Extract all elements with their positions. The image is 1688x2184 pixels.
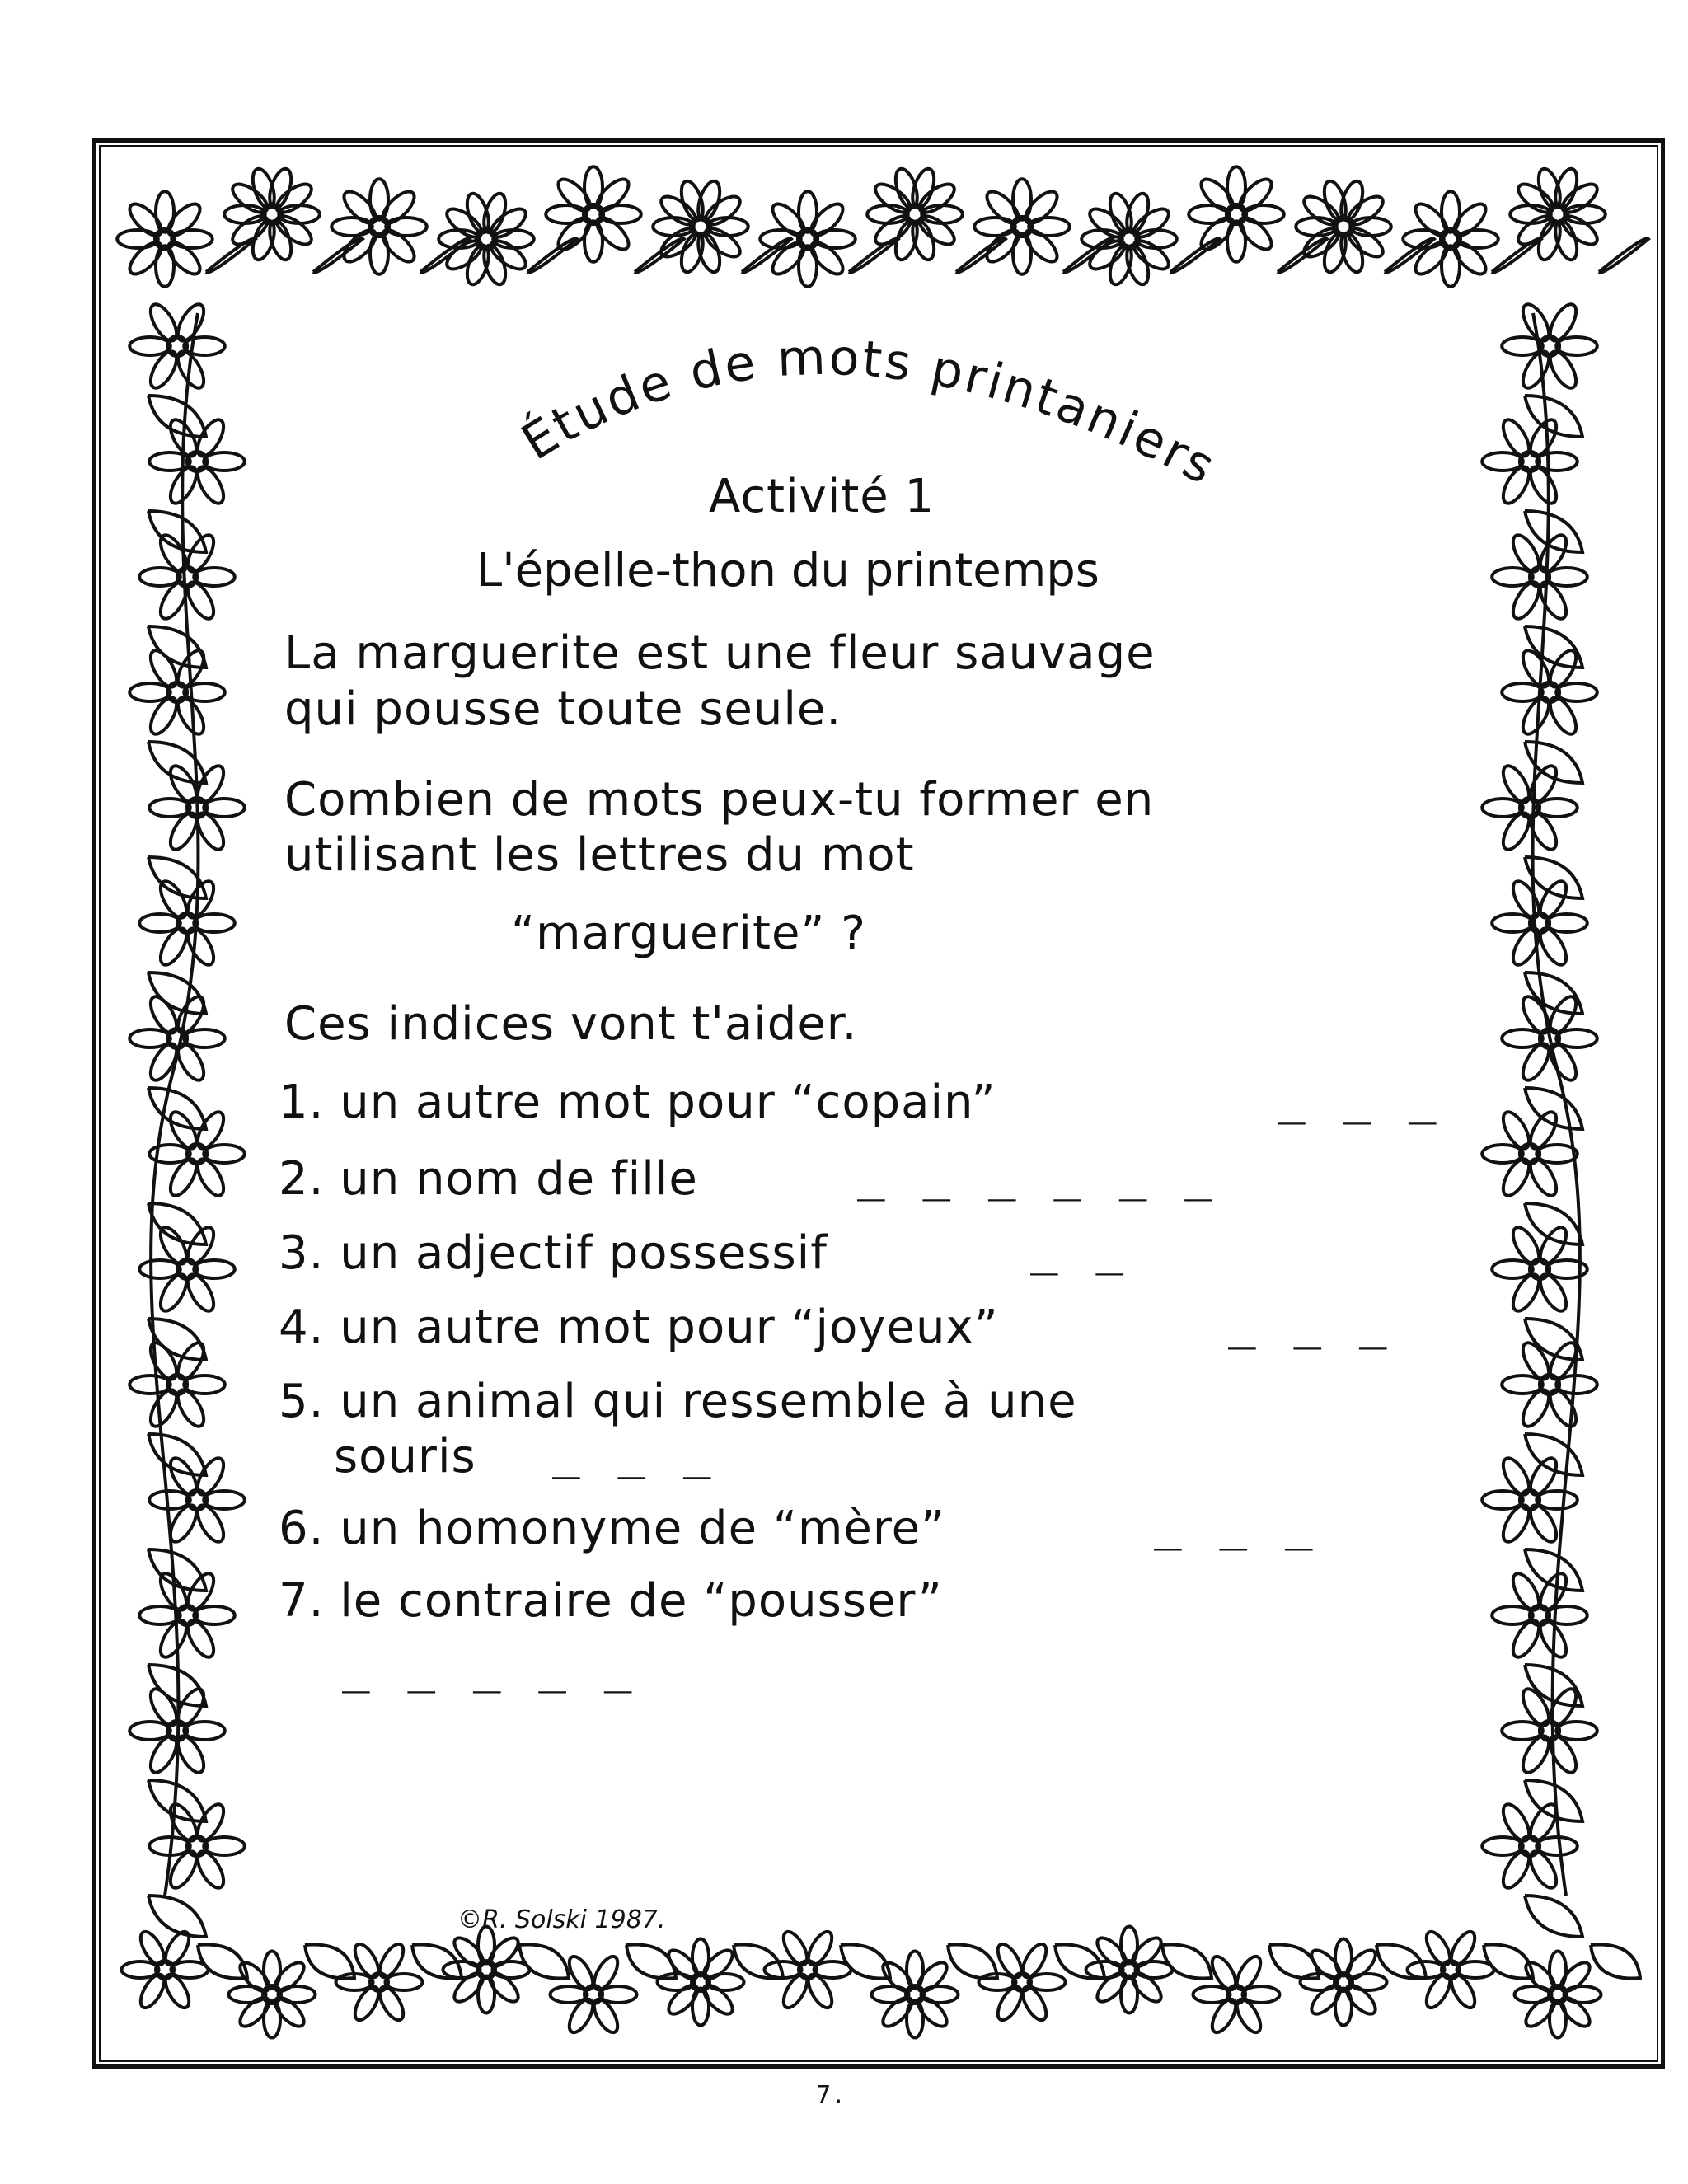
clue-3-blanks[interactable]: _ _ <box>1030 1222 1129 1276</box>
question-line-2: utilisant les lettres du mot <box>284 828 915 882</box>
clue-2: 2. un nom de fille <box>279 1152 698 1206</box>
clue-1-blanks[interactable]: _ _ _ <box>1278 1071 1442 1125</box>
page-number: 7. <box>816 2081 846 2110</box>
clue-5: 5. un animal qui ressemble à une <box>279 1375 1077 1428</box>
clue-7: 7. le contraire de “pousser” <box>279 1574 943 1628</box>
clue-4: 4. un autre mot pour “joyeux” <box>279 1301 999 1354</box>
copyright-notice: ©R. Solski 1987. <box>457 1905 666 1934</box>
page-title: Étude de mots printaniers <box>512 328 1226 497</box>
clue-3: 3. un adjectif possessif <box>279 1226 828 1280</box>
clue-5-line-2: souris <box>334 1430 476 1483</box>
activity-subtitle: L'épelle-thon du printemps <box>476 544 1100 598</box>
clue-2-blanks[interactable]: _ _ _ _ _ _ <box>857 1148 1217 1202</box>
question-word: “marguerite” ? <box>511 907 866 960</box>
activity-heading: Activité 1 <box>709 470 935 523</box>
clue-6-blanks[interactable]: _ _ _ <box>1154 1497 1318 1551</box>
clue-7-blanks[interactable]: _ _ _ _ _ <box>342 1640 637 1694</box>
question-line-1: Combien de mots peux-tu former en <box>284 773 1155 827</box>
hint-intro: Ces indices vont t'aider. <box>284 997 858 1051</box>
clue-1: 1. un autre mot pour “copain” <box>279 1076 996 1129</box>
clue-6: 6. un homonyme de “mère” <box>279 1502 946 1555</box>
clue-5-blanks[interactable]: _ _ _ <box>552 1426 716 1479</box>
clue-4-blanks[interactable]: _ _ _ <box>1228 1296 1392 1350</box>
intro-line-2: qui pousse toute seule. <box>284 682 842 736</box>
intro-line-1: La marguerite est une fleur sauvage <box>284 626 1156 680</box>
